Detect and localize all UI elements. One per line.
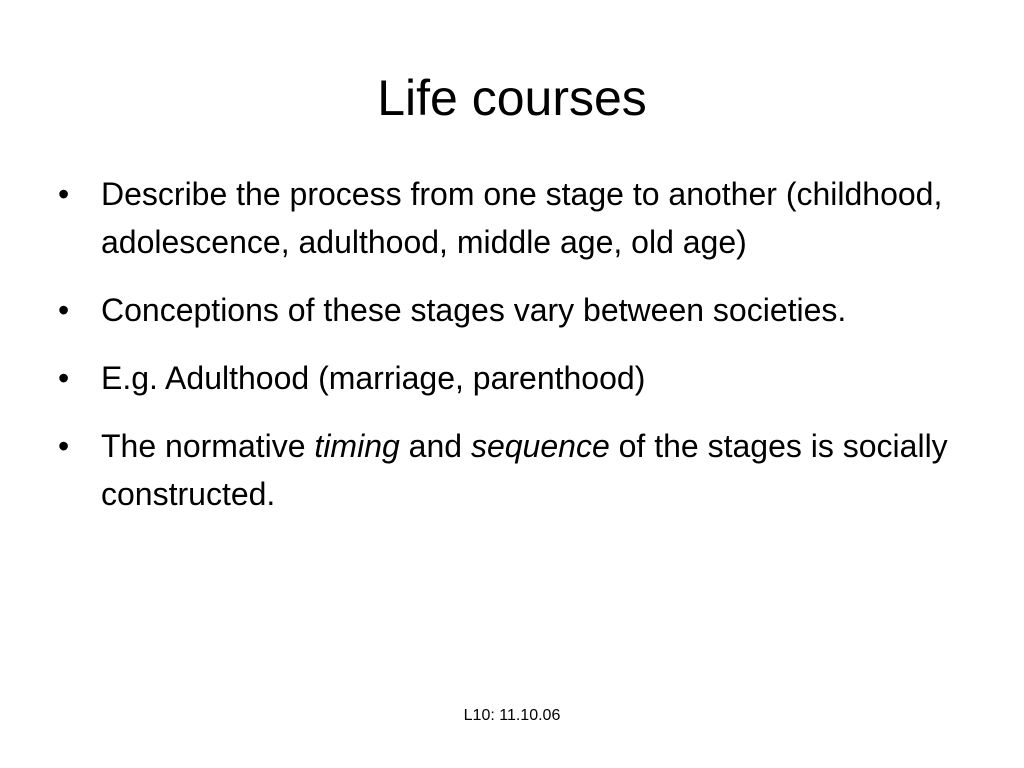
bullet-icon: • (58, 176, 70, 212)
bullet-text-part: The normative (101, 428, 315, 464)
bullet-text: E.g. Adulthood (marriage, parenthood) (101, 360, 646, 396)
emphasis-sequence: sequence (470, 428, 610, 464)
slide-title: Life courses (377, 70, 647, 126)
slide-footer: L10: 11.10.06 (463, 707, 561, 724)
bullet-text-part: of the stages is socially constructed. (101, 428, 948, 512)
bullet-item (58, 286, 978, 334)
bullet-text (101, 428, 948, 512)
bullet-text: Conceptions of these stages vary between societies. (101, 292, 847, 328)
bullet-list (58, 170, 978, 538)
bullet-icon: • (58, 292, 70, 328)
emphasis-timing: timing (314, 428, 400, 464)
bullet-item (58, 170, 978, 266)
bullet-icon: • (58, 360, 70, 396)
bullet-icon: • (58, 428, 70, 464)
bullet-item (58, 354, 978, 402)
bullet-item (58, 422, 978, 518)
bullet-text: Describe the process from one stage to another (childhood, adolescence, adulthood, middle age, old age) (101, 176, 943, 260)
bullet-text-part: and (399, 428, 471, 464)
